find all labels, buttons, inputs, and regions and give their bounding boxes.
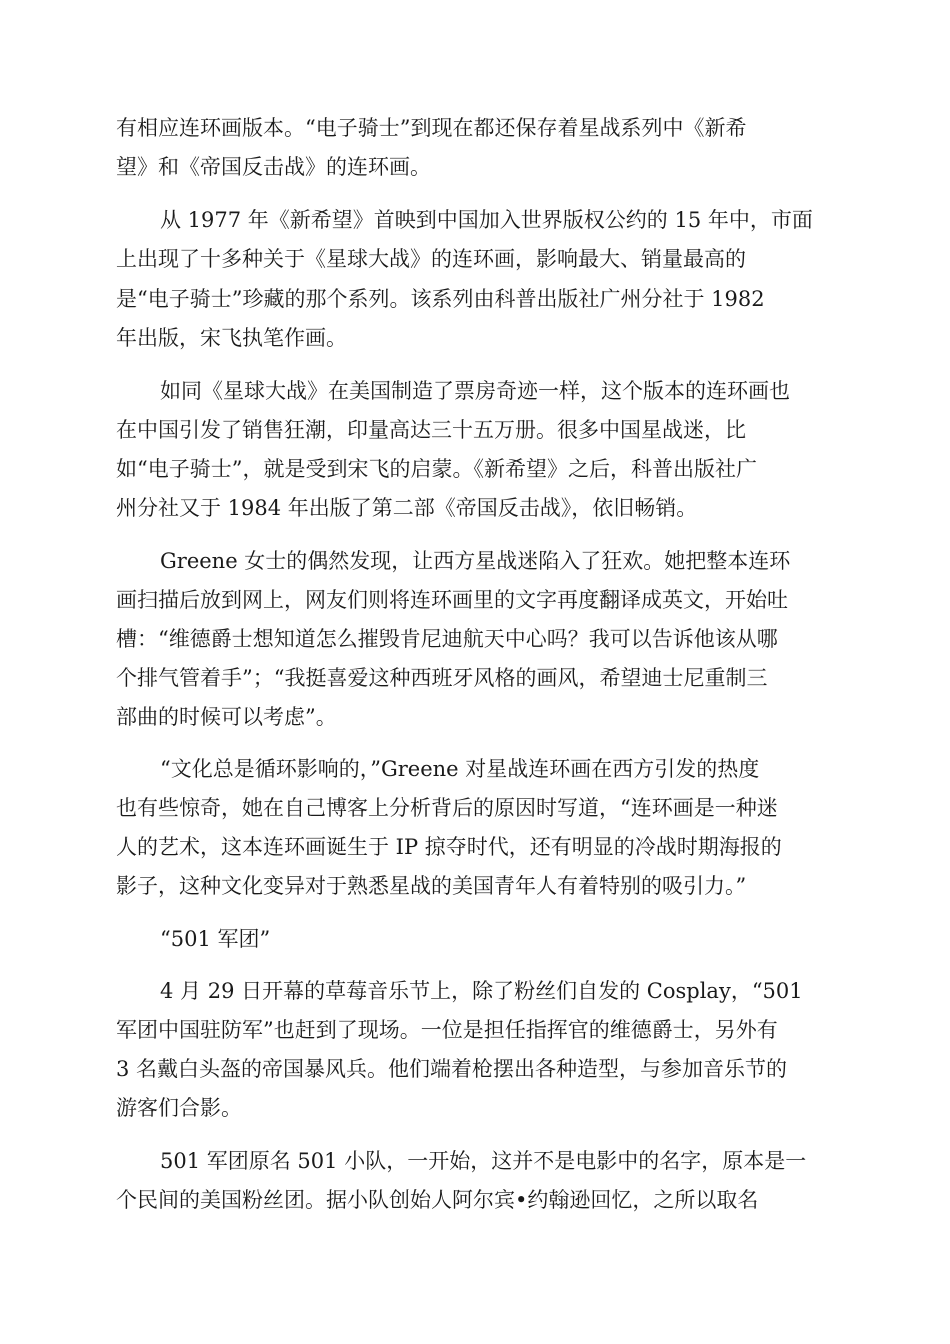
text-line: 部曲的时候可以考虑”。	[116, 705, 337, 729]
text-line: 如同《星球大战》在美国制造了票房奇迹一样，这个版本的连环画也	[160, 379, 790, 403]
text-line: 州分社又于 1984 年出版了第二部《帝国反击战》，依旧畅销。	[116, 496, 698, 520]
text-line: 4 月 29 日开幕的草莓音乐节上，除了粉丝们自发的 Cosplay，“501	[160, 979, 803, 1003]
text-line: 有相应连环画版本。“电子骑士”到现在都还保存着星战系列中《新希	[116, 116, 747, 140]
text-line: 也有些惊奇，她在自己博客上分析背后的原因时写道，“连环画是一种迷	[116, 796, 778, 820]
text-line: 人的艺术，这本连环画诞生于 IP 掠夺时代，还有明显的冷战时期海报的	[116, 835, 782, 859]
text-line: 望》和《帝国反击战》的连环画。	[116, 155, 431, 179]
text-line: 槽：“维德爵士想知道怎么摧毁肯尼迪航天中心吗？我可以告诉他该从哪	[116, 627, 778, 651]
text-line: 如“电子骑士”，就是受到宋飞的启蒙。《新希望》之后，科普出版社广	[116, 457, 757, 481]
text-line: “文化总是循环影响的，”Greene 对星战连环画在西方引发的热度	[160, 757, 760, 781]
text-line: 画扫描后放到网上，网友们则将连环画里的文字再度翻译成英文，开始吐	[116, 588, 788, 612]
text-line: 军团中国驻防军”也赶到了现场。一位是担任指挥官的维德爵士，另外有	[116, 1018, 778, 1042]
text-line: 501 军团原名 501 小队，一开始，这并不是电影中的名字，原本是一	[160, 1149, 807, 1173]
text-line: Greene 女士的偶然发现，让西方星战迷陷入了狂欢。她把整本连环	[160, 549, 791, 573]
text-line: 从 1977 年《新希望》首映到中国加入世界版权公约的 15 年中，市面	[160, 208, 813, 232]
text-line: 游客们合影。	[116, 1096, 242, 1120]
text-line: 个民间的美国粉丝团。据小队创始人阿尔宾•约翰逊回忆，之所以取名	[116, 1188, 759, 1212]
text-line: 影子，这种文化变异对于熟悉星战的美国青年人有着特别的吸引力。”	[116, 874, 747, 898]
section-heading: “501 军团”	[160, 927, 271, 951]
text-line: 年出版，宋飞执笔作画。	[116, 326, 347, 350]
text-line: 是“电子骑士”珍藏的那个系列。该系列由科普出版社广州分社于 1982	[116, 287, 765, 311]
text-line: 上出现了十多种关于《星球大战》的连环画，影响最大、销量最高的	[116, 247, 746, 271]
text-line: 个排气管着手”；“我挺喜爱这种西班牙风格的画风，希望迪士尼重制三	[116, 666, 768, 690]
text-line: 在中国引发了销售狂潮，印量高达三十五万册。很多中国星战迷，比	[116, 418, 746, 442]
text-line: 3 名戴白头盔的帝国暴风兵。他们端着枪摆出各种造型，与参加音乐节的	[116, 1057, 788, 1081]
